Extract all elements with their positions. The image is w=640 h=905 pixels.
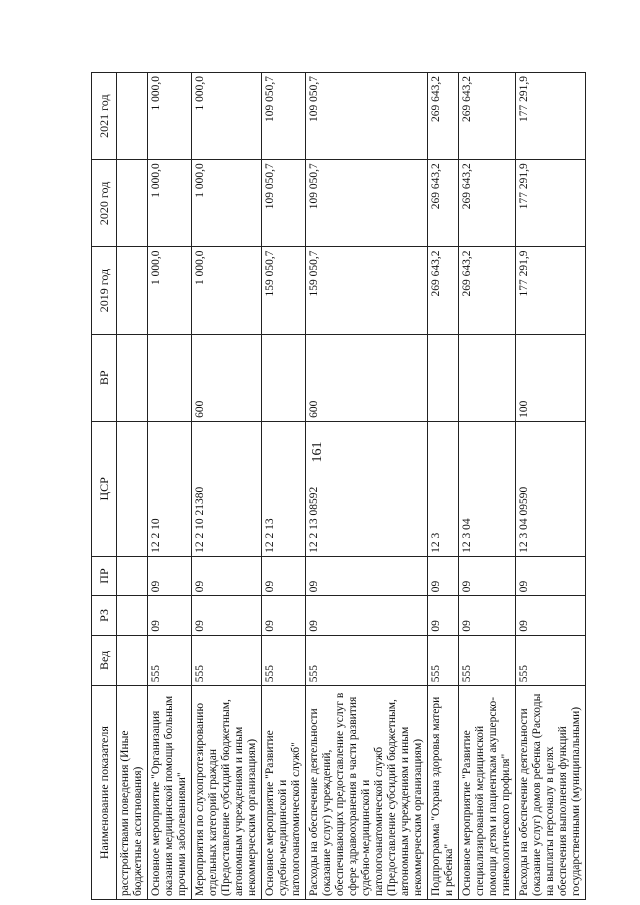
cell-pr: 09 (306, 556, 428, 595)
cell-2021: 109 050,7 (306, 73, 428, 160)
table-row (148, 73, 192, 900)
cell-2020: 177 291,9 (516, 160, 586, 247)
table-row (192, 73, 262, 900)
table-row (428, 73, 459, 900)
cell-pr: 09 (148, 556, 192, 595)
cell-pr: 09 (192, 556, 262, 595)
cell-rz: 09 (148, 596, 192, 635)
table-row (117, 73, 148, 900)
cell-rz (117, 596, 148, 635)
cell-2020: 1 000,0 (192, 160, 262, 247)
header-ved: Вед (92, 635, 117, 686)
cell-2021: 177 291,9 (516, 73, 586, 160)
header-vr: ВР (92, 334, 117, 421)
cell-pr: 09 (459, 556, 516, 595)
header-csr: ЦСР (92, 421, 117, 556)
cell-csr (117, 421, 148, 556)
cell-2019: 1 000,0 (148, 247, 192, 334)
cell-2020: 269 643,2 (428, 160, 459, 247)
cell-2020 (117, 160, 148, 247)
cell-name: Основное мероприятие "Организация оказания медицинской помощи больным прочими заболеваниями" (148, 686, 192, 900)
rotated-table-container (91, 72, 631, 900)
cell-vr (459, 334, 516, 421)
cell-ved: 555 (459, 635, 516, 686)
cell-name: Мероприятия по слухопротезированию отдельных категорий граждан (Предоставление субсидий бюджетным, автономным учреждениям и иным некоммерческим организациям) (192, 686, 262, 900)
header-pr: ПР (92, 556, 117, 595)
page-number: 161 (310, 441, 325, 463)
budget-table (91, 72, 586, 900)
table-row (306, 73, 428, 900)
cell-2020: 269 643,2 (459, 160, 516, 247)
cell-rz: 09 (516, 596, 586, 635)
cell-rz: 09 (306, 596, 428, 635)
cell-2021: 109 050,7 (262, 73, 306, 160)
cell-2021: 1 000,0 (148, 73, 192, 160)
cell-2021: 269 643,2 (428, 73, 459, 160)
cell-name: Расходы на обеспечение деятельности (оказание услуг) учреждений, обеспечивающих предоставление услуг в сфере здравоохранения в части развития судебно-медицинской и патологоанатомической служб (Предоставление субсидий бюджетным, автономным учреждениям и иным некоммерческим организациям) (306, 686, 428, 900)
cell-2021: 1 000,0 (192, 73, 262, 160)
cell-2019: 269 643,2 (459, 247, 516, 334)
header-2020: 2020 год (92, 160, 117, 247)
cell-name: Основное мероприятие "Развитие судебно-медицинской и патологоанатомической служб" (262, 686, 306, 900)
cell-2021 (117, 73, 148, 160)
table-row (459, 73, 516, 900)
cell-ved: 555 (306, 635, 428, 686)
cell-pr: 09 (428, 556, 459, 595)
cell-csr: 12 3 (428, 421, 459, 556)
cell-rz: 09 (192, 596, 262, 635)
cell-vr (428, 334, 459, 421)
header-2019: 2019 год (92, 247, 117, 334)
cell-name: Расходы на обеспечение деятельности (оказание услуг) домов ребенка (Расходы на выплаты персоналу в целях обеспечения выполнения функций государственными (муниципальными) (516, 686, 586, 900)
cell-pr: 09 (262, 556, 306, 595)
cell-rz: 09 (459, 596, 516, 635)
header-name: Наименование показателя (92, 686, 117, 900)
cell-2019: 269 643,2 (428, 247, 459, 334)
cell-csr: 12 3 04 09590 (516, 421, 586, 556)
cell-csr: 12 2 13 (262, 421, 306, 556)
cell-csr: 12 2 10 (148, 421, 192, 556)
header-rz: РЗ (92, 596, 117, 635)
cell-name: Основное мероприятие "Развитие специализированной медицинской помощи детям и пациенткам акушерско-гинекологического профиля" (459, 686, 516, 900)
cell-2019: 177 291,9 (516, 247, 586, 334)
cell-ved: 555 (192, 635, 262, 686)
cell-name: Подпрограмма "Охрана здоровья матери и ребенка" (428, 686, 459, 900)
cell-vr (262, 334, 306, 421)
cell-2019: 159 050,7 (306, 247, 428, 334)
cell-vr: 600 (192, 334, 262, 421)
cell-csr: 12 3 04 (459, 421, 516, 556)
cell-vr (148, 334, 192, 421)
cell-ved: 555 (262, 635, 306, 686)
cell-csr: 12 2 13 08592 (306, 421, 428, 556)
cell-2020: 109 050,7 (306, 160, 428, 247)
cell-ved: 555 (428, 635, 459, 686)
cell-ved (117, 635, 148, 686)
cell-ved: 555 (148, 635, 192, 686)
cell-pr: 09 (516, 556, 586, 595)
cell-rz: 09 (428, 596, 459, 635)
cell-2019: 1 000,0 (192, 247, 262, 334)
table-row (262, 73, 306, 900)
cell-pr (117, 556, 148, 595)
cell-2019 (117, 247, 148, 334)
cell-2020: 109 050,7 (262, 160, 306, 247)
cell-vr: 600 (306, 334, 428, 421)
cell-ved: 555 (516, 635, 586, 686)
table-row (516, 73, 586, 900)
cell-2020: 1 000,0 (148, 160, 192, 247)
table-header-row (92, 73, 117, 900)
header-2021: 2021 год (92, 73, 117, 160)
cell-rz: 09 (262, 596, 306, 635)
cell-csr: 12 2 10 21380 (192, 421, 262, 556)
cell-vr (117, 334, 148, 421)
cell-name: расстройствами поведения (Иные бюджетные ассигнования) (117, 686, 148, 900)
cell-2021: 269 643,2 (459, 73, 516, 160)
cell-vr: 100 (516, 334, 586, 421)
cell-2019: 159 050,7 (262, 247, 306, 334)
